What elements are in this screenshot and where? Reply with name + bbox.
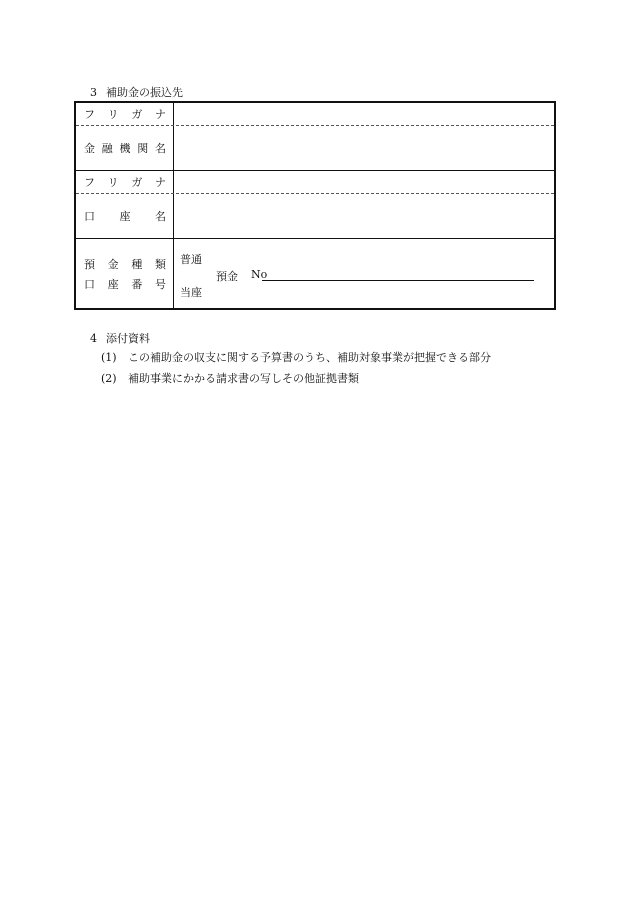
list-item: (1) この補助金の収支に関する予算書のうち、補助対象事業が把握できる部分 xyxy=(101,351,491,364)
section-3-heading xyxy=(90,84,183,100)
account-number-label: 口 座 番 号 xyxy=(84,277,166,291)
bank-name-label: 金 融 機 関 名 xyxy=(84,142,166,155)
list-item: (2) 補助事業にかかる請求書の写しその他証拠書類 xyxy=(101,372,359,385)
bank-transfer-form xyxy=(74,101,556,310)
deposit-type-label: 預 金 種 類 xyxy=(84,257,166,271)
option-ordinary[interactable]: 普通 xyxy=(180,253,202,266)
section-title: 添付資料 xyxy=(106,332,150,345)
furigana-label-2: フ リ ガ ナ xyxy=(84,176,166,189)
column-divider xyxy=(173,103,174,308)
option-current[interactable]: 当座 xyxy=(180,286,202,299)
section-title: 補助金の振込先 xyxy=(106,86,183,99)
section-number: 4 xyxy=(90,332,97,345)
account-name-label: 口 座 名 xyxy=(84,210,166,223)
section-4-heading xyxy=(90,330,150,346)
deposit-account-label xyxy=(76,239,173,308)
furigana-label-1: フ リ ガ ナ xyxy=(84,108,166,121)
no-label: No xyxy=(251,268,268,281)
account-number-field[interactable] xyxy=(262,268,534,281)
section-number: 3 xyxy=(90,86,97,99)
deposit-word: 預金 xyxy=(216,270,238,283)
